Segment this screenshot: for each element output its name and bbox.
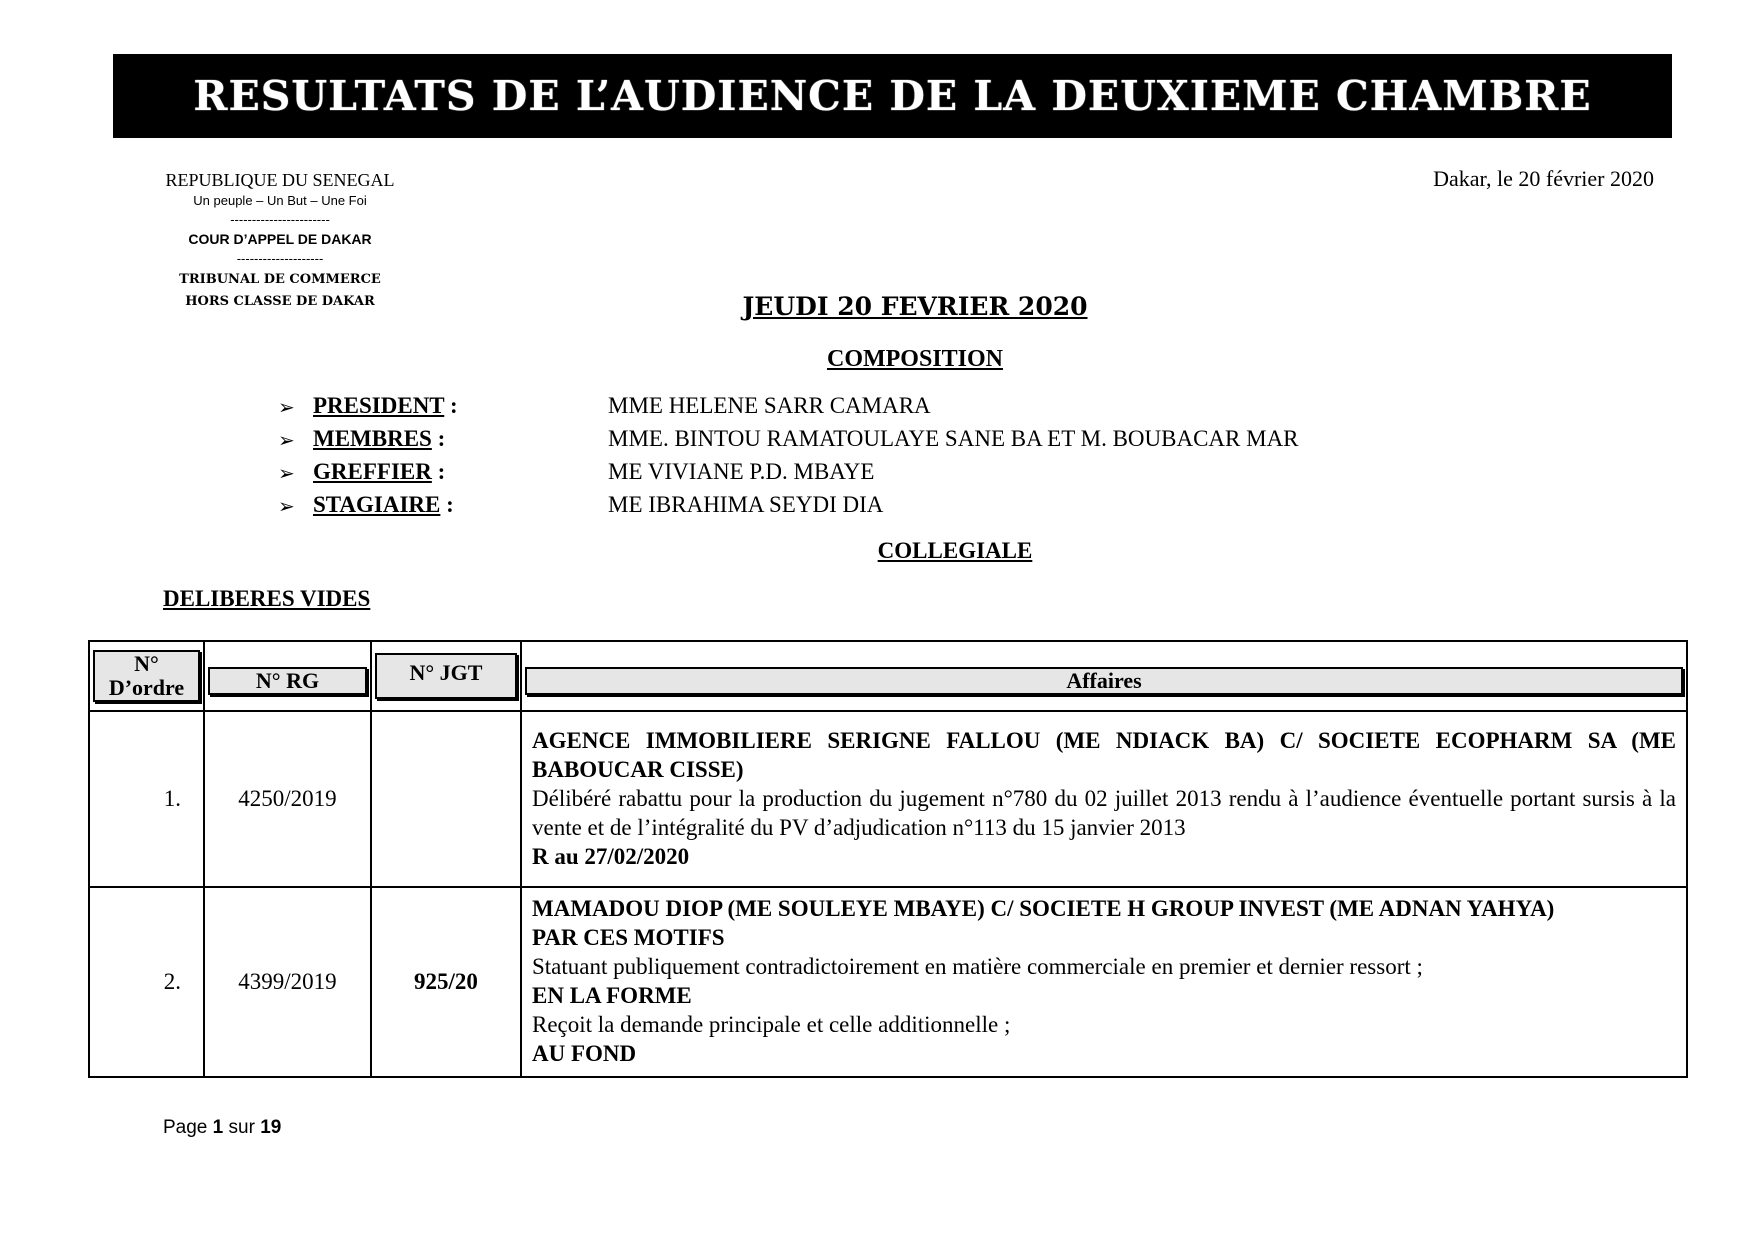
cases-table (88, 640, 1688, 1078)
ruling-text: Reçoit la demande principale et celle additionnelle ; (532, 1012, 1011, 1037)
column-header-rg: N° RG (208, 667, 367, 695)
header-cell (89, 641, 204, 711)
case-parties: AGENCE IMMOBILIERE SERIGNE FALLOU (ME NDIACK BA) C/ SOCIETE ECOPHARM SA (ME BABOUCAR CISSE) (532, 727, 1676, 782)
page-footer: Page 1 sur 19 (163, 1117, 282, 1138)
separator-line: -------------------- (236, 251, 324, 266)
case-parties: MAMADOU DIOP (ME SOULEYE MBAYE) C/ SOCIETE H GROUP INVEST (ME ADNAN YAHYA) (532, 896, 1555, 921)
order-cell: 1. (89, 711, 204, 887)
arrow-bullet-icon: ➢ (278, 430, 295, 452)
column-header-affaires: Affaires (525, 667, 1683, 695)
current-page-number: 1 (212, 1117, 224, 1138)
ruling-heading: EN LA FORME (532, 983, 692, 1008)
column-header-jgt: N° JGT (375, 653, 517, 699)
affaire-cell (521, 711, 1687, 887)
rg-cell: 4399/2019 (204, 887, 371, 1077)
table-row (89, 711, 1687, 887)
arrow-bullet-icon: ➢ (278, 496, 295, 518)
collegiale-heading: COLLEGIALE (877, 538, 1033, 563)
member-name: ME IBRAHIMA SEYDI DIA (608, 492, 884, 517)
jgt-cell: 925/20 (371, 887, 521, 1077)
member-name: MME HELENE SARR CAMARA (608, 393, 931, 418)
role-label: GREFFIER : (313, 459, 446, 484)
affaire-cell (521, 887, 1687, 1077)
member-name: MME. BINTOU RAMATOULAYE SANE BA ET M. BOUBACAR MAR (608, 426, 1299, 451)
tribunal-name-line2: HORS CLASSE DE DAKAR (185, 294, 375, 309)
rg-cell: 4250/2019 (204, 711, 371, 887)
header-cell (371, 641, 521, 711)
header-cell (204, 641, 371, 711)
table-row (89, 887, 1687, 1077)
ruling-text: Statuant publiquement contradictoirement en matière commerciale en premier et dernier ressort ; (532, 954, 1423, 979)
place-date-line: Dakar, le 20 février 2020 (1433, 166, 1654, 191)
hearing-date-title: JEUDI 20 FEVRIER 2020 (742, 292, 1088, 321)
case-outcome: R au 27/02/2020 (532, 843, 690, 869)
court-name: COUR D’APPEL DE DAKAR (188, 231, 372, 247)
jgt-cell (371, 711, 521, 887)
case-details: Délibéré rabattu pour la production du jugement n°780 du 02 juillet 2013 rendu à l’audience éventuelle portant sursis à la vente et de l’intégralité du PV d’adjudication n°113 du 15 janvier 2013 (532, 785, 1676, 840)
document-banner-title: RESULTATS DE L’AUDIENCE DE LA DEUXIEME CHAMBRE (113, 54, 1672, 138)
role-label: PRESIDENT : (313, 393, 458, 418)
column-header-order: N° D’ordre (93, 650, 200, 702)
composition-heading: COMPOSITION (826, 346, 1003, 372)
issuer-block (130, 170, 430, 312)
table-header-row (89, 641, 1687, 711)
ruling-heading: AU FOND (532, 1041, 637, 1066)
role-label: STAGIAIRE : (313, 492, 454, 517)
header-cell (521, 641, 1687, 711)
ruling-heading: PAR CES MOTIFS (532, 925, 725, 950)
separator-line: ----------------------- (230, 212, 330, 227)
republic-name: REPUBLIQUE DU SENEGAL (165, 170, 395, 190)
tribunal-name-line1: TRIBUNAL DE COMMERCE (179, 272, 381, 287)
arrow-bullet-icon: ➢ (278, 463, 295, 485)
role-label: MEMBRES : (313, 426, 446, 451)
section-heading: DELIBERES VIDES (163, 586, 371, 611)
total-page-count: 19 (260, 1117, 282, 1138)
national-motto: Un peuple – Un But – Une Foi (193, 193, 367, 208)
order-cell: 2. (89, 887, 204, 1077)
arrow-bullet-icon: ➢ (278, 397, 295, 419)
member-name: ME VIVIANE P.D. MBAYE (608, 459, 875, 484)
